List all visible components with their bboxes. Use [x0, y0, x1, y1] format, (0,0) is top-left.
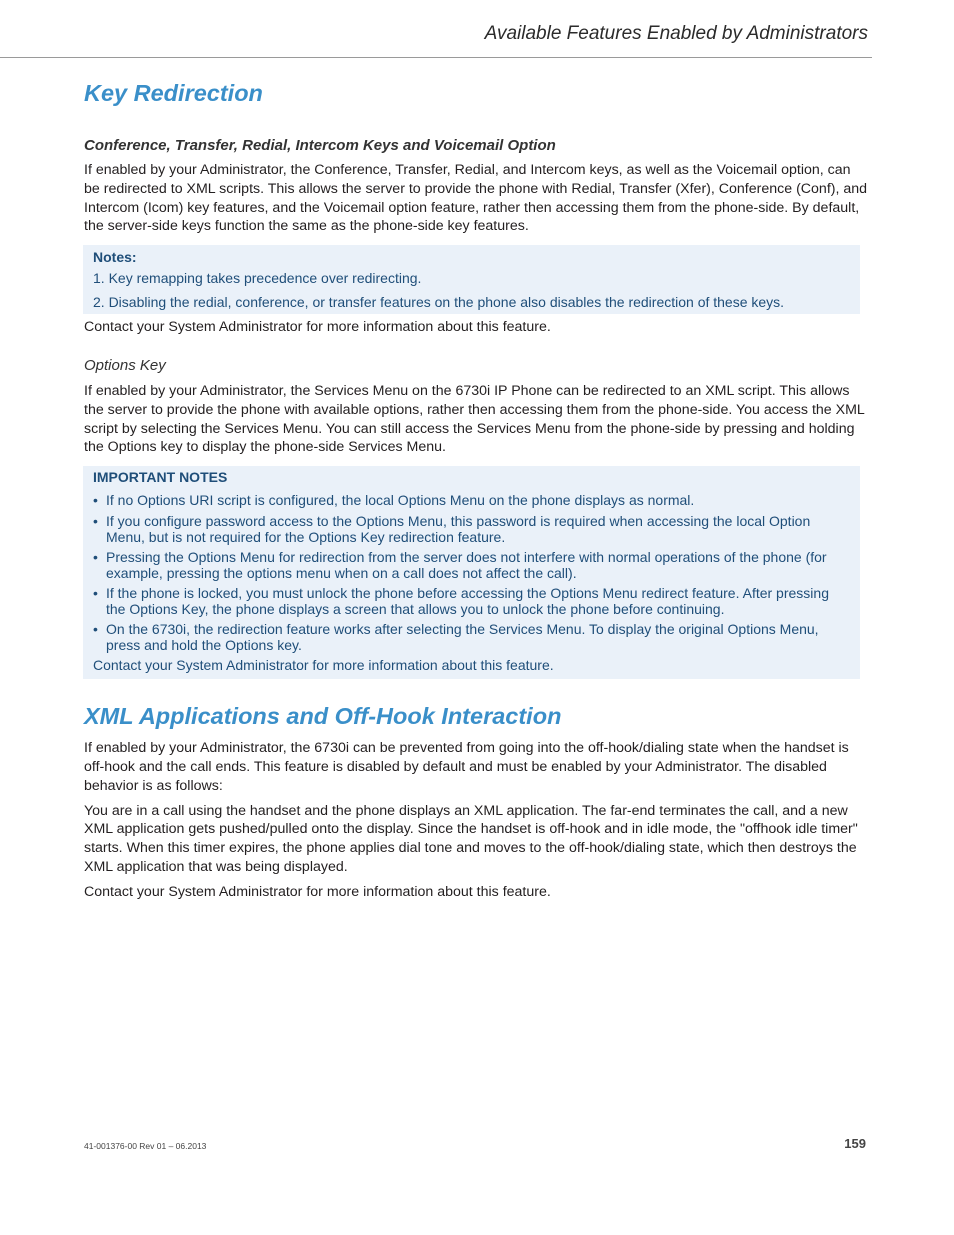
- section-title-xml-applications: XML Applications and Off-Hook Interaction: [84, 703, 562, 730]
- running-header: Available Features Enabled by Administrators: [484, 23, 868, 44]
- subheading-options-key: Options Key: [84, 356, 166, 374]
- important-note-item: • Pressing the Options Menu for redirection from the server does not interfere with normal operations of the phone (for example, pressing the options menu when on a call does not affect the call).: [93, 549, 827, 582]
- notes-title: Notes:: [93, 249, 137, 266]
- important-note-item: • If no Options URI script is configured, the local Options Menu on the phone displays as normal.: [93, 492, 695, 509]
- page-number: 159: [844, 1136, 866, 1151]
- notes-item: 1. Key remapping takes precedence over redirecting.: [93, 270, 422, 287]
- important-notes-title: IMPORTANT NOTES: [93, 469, 228, 486]
- important-note-item: • On the 6730i, the redirection feature works after selecting the Services Menu. To display the original Options Menu, press and hold the Options key.: [93, 621, 819, 654]
- important-note-item: • If the phone is locked, you must unlock the phone before accessing the Options Menu redirect feature. After pressing the Options Key, the phone displays a screen that allows you to unlock the phone before continuing.: [93, 585, 829, 618]
- paragraph-key-redirection: If enabled by your Administrator, the Conference, Transfer, Redial, and Intercom keys, as well as the Voicemail option, can be redirected to XML scripts. This allows the server to provide the phone with Redial, Transfer (Xfer), Conference (Conf), and Intercom (Icom) key features, and the Voicemail option feature, rather then accessing them from the phone-side. By default, the server-side keys function the same as the phone-side key features.: [84, 162, 868, 235]
- bullet-icon: •: [93, 549, 98, 566]
- footer-doc-id: 41-001376-00 Rev 01 – 06.2013: [84, 1141, 207, 1151]
- header-divider: [0, 57, 872, 58]
- important-note-item: • If you configure password access to the Options Menu, this password is required when accessing the local Option Menu, but is not required for the Options Key redirection feature.: [93, 513, 811, 546]
- paragraph-contact-2: Contact your System Administrator for more information about this feature.: [84, 883, 551, 900]
- bullet-icon: •: [93, 492, 98, 509]
- section-title-key-redirection: Key Redirection: [84, 80, 263, 106]
- bullet-icon: •: [93, 513, 98, 530]
- paragraph-xml-2: You are in a call using the handset and the phone displays an XML application. The far-end terminates the call, and a new XML application gets pushed/pulled onto the display. Since the handset is off-hook and in idle mode, the "offhook idle timer" starts. When this timer expires, the phone applies dial tone and moves to the off-hook/dialing state, which then destroys the XML application that was being displayed.: [84, 802, 858, 875]
- paragraph-xml-1: If enabled by your Administrator, the 6730i can be prevented from going into the off-hook/dialing state when the handset is off-hook and the call ends. This feature is disabled by default and must be enabled by your Administrator. The disabled behavior is as follows:: [84, 740, 849, 794]
- bullet-icon: •: [93, 585, 98, 602]
- subheading-conference-keys: Conference, Transfer, Redial, Intercom Keys and Voicemail Option: [84, 137, 556, 154]
- page-content: [84, 80, 868, 902]
- paragraph-options-key: If enabled by your Administrator, the Services Menu on the 6730i IP Phone can be redirected to an XML script. This allows the server to provide the phone with available options, rather then accessing them from the phone-side. You access the XML script by selecting the Services Menu. You can still access the Services Menu from the phone-side by pressing and holding the Options key to display the phone-side Services Menu.: [84, 382, 865, 456]
- important-notes-box: [83, 466, 860, 679]
- important-notes-list: [93, 492, 850, 653]
- important-notes-contact: Contact your System Administrator for more information about this feature.: [93, 657, 554, 674]
- bullet-icon: •: [93, 621, 98, 638]
- paragraph-contact-1: Contact your System Administrator for more information about this feature.: [84, 319, 551, 336]
- notes-item: 2. Disabling the redial, conference, or transfer features on the phone also disables the redirection of these keys.: [93, 294, 785, 311]
- notes-box: [83, 245, 860, 314]
